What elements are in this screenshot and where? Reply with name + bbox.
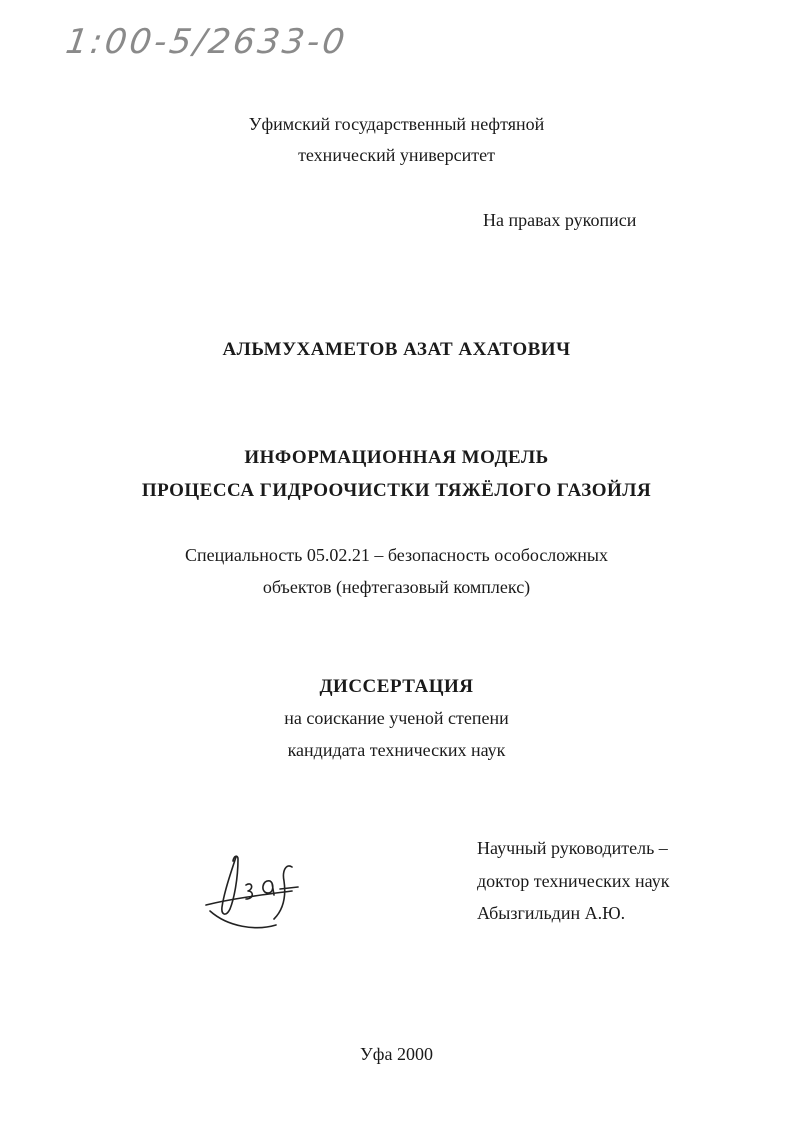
university-line-1: Уфимский государственный нефтяной [248,114,545,134]
specialty-line-2: объектов (нефтегазовый комплекс) [262,577,531,597]
specialty-line-1: Специальность 05.02.21 – безопасность особосложных [185,545,608,565]
supervisor-line-1: Научный руководитель – [477,838,668,858]
university-line-2: технический университет [298,145,495,165]
supervisor-line-2: доктор технических наук [477,871,670,891]
degree-line-1: на соискание ученой степени [284,708,509,728]
title-line-1: ИНФОРМАЦИОННАЯ МОДЕЛЬ [244,447,549,468]
city-year: Уфа 2000 [360,1044,433,1064]
author-signature [200,845,310,940]
manuscript-rights: На правах рукописи [483,210,637,230]
dissertation-heading: ДИССЕРТАЦИЯ [319,676,474,697]
supervisor-line-3: Абызгильдин А.Ю. [477,903,626,923]
degree-line-2: кандидата технических наук [287,740,506,760]
title-line-2: ПРОЦЕССА ГИДРООЧИСТКИ ТЯЖЁЛОГО ГАЗОЙЛЯ [141,480,652,501]
handwritten-archive-number: 1:00-5/2633-0 [63,22,350,62]
author-name: АЛЬМУХАМЕТОВ АЗАТ АХАТОВИЧ [222,339,571,360]
